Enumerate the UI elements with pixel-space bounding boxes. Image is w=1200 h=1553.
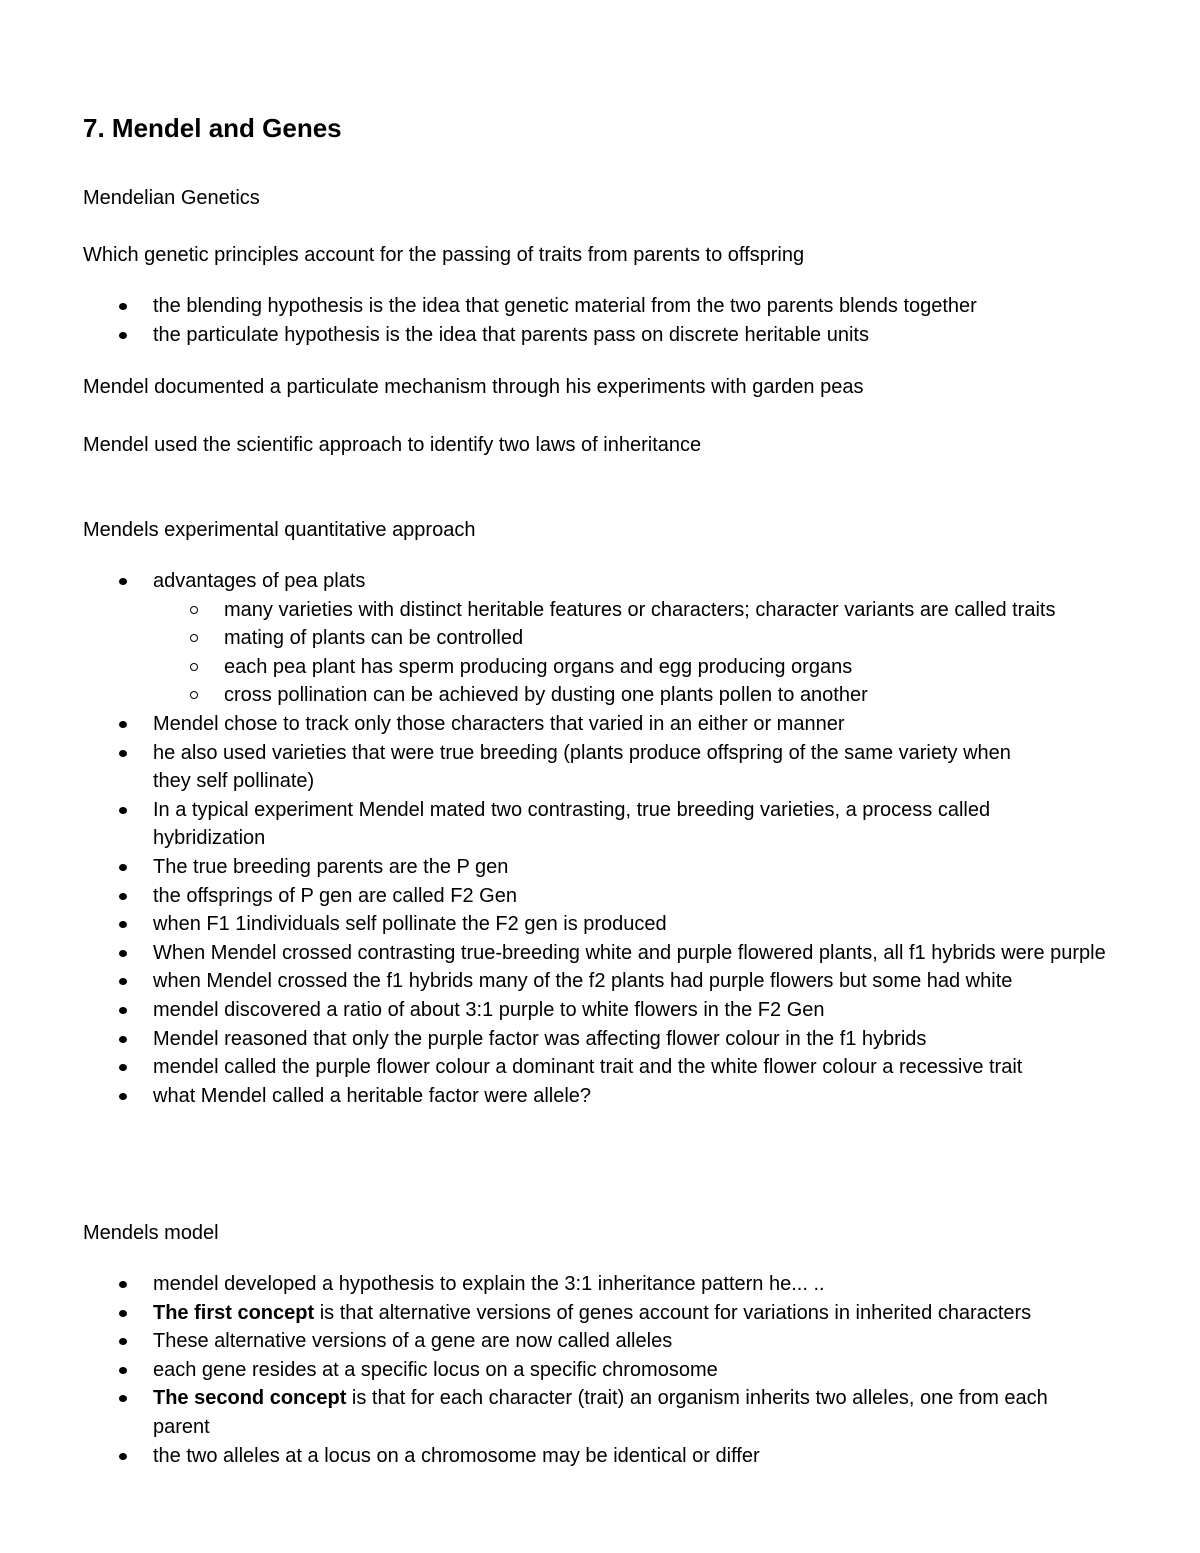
list-item: when Mendel crossed the f1 hybrids many of the f2 plants had purple flowers but some had white (83, 967, 1123, 996)
hollow-bullet-icon (190, 663, 198, 671)
paragraph-particulate-mechanism: Mendel documented a particulate mechanism through his experiments with garden peas (83, 376, 864, 398)
question-text: Which genetic principles account for the passing of traits from parents to offspring (83, 244, 805, 266)
bullet-icon (119, 921, 127, 928)
hollow-bullet-icon (190, 634, 198, 642)
bullet-icon (119, 721, 127, 728)
bullet-icon (119, 1281, 127, 1288)
bullet-icon (119, 1036, 127, 1043)
list-item: each gene resides at a specific locus on a specific chromosome (83, 1356, 1123, 1385)
first-concept-label: The first concept (153, 1301, 315, 1324)
mendels-model-list (83, 1270, 1123, 1470)
bullet-icon (119, 750, 127, 757)
section-heading-mendels-model: Mendels model (83, 1222, 219, 1244)
bullet-icon (119, 950, 127, 957)
list-item: In a typical experiment Mendel mated two contrasting, true breeding varieties, a process called hybridization (83, 796, 1053, 853)
sub-list-item: many varieties with distinct heritable features or characters; character variants are called traits (83, 596, 1084, 625)
list-item: mendel called the purple flower colour a dominant trait and the white flower colour a recessive trait (83, 1053, 1123, 1082)
bullet-icon (119, 303, 127, 310)
second-concept-label: The second concept (153, 1387, 347, 1410)
list-item: When Mendel crossed contrasting true-breeding white and purple flowered plants, all f1 hybrids were purple (83, 939, 1123, 968)
bullet-icon (119, 332, 127, 339)
list-item: the blending hypothesis is the idea that genetic material from the two parents blends together (83, 292, 1123, 321)
section-heading-experimental-approach: Mendels experimental quantitative approach (83, 519, 476, 541)
bullet-icon (119, 1338, 127, 1345)
bullet-icon (119, 1093, 127, 1100)
bullet-icon (119, 1310, 127, 1317)
sub-list-item: each pea plant has sperm producing organs and egg producing organs (83, 653, 1084, 682)
bullet-icon (119, 1395, 127, 1402)
hollow-bullet-icon (190, 691, 198, 699)
sub-list-item: cross pollination can be achieved by dusting one plants pollen to another (83, 681, 1084, 710)
list-item: Mendel reasoned that only the purple factor was affecting flower colour in the f1 hybrids (83, 1025, 1123, 1054)
list-item: These alternative versions of a gene are now called alleles (83, 1327, 1123, 1356)
paragraph-scientific-approach: Mendel used the scientific approach to identify two laws of inheritance (83, 434, 702, 456)
bullet-icon (119, 978, 127, 985)
list-item: the particulate hypothesis is the idea that parents pass on discrete heritable units (83, 321, 1123, 350)
hypothesis-list (83, 292, 1123, 349)
list-item: he also used varieties that were true breeding (plants produce offspring of the same variety when they self pollinate) (83, 739, 1053, 796)
list-item: The true breeding parents are the P gen (83, 853, 1053, 882)
list-item: when F1 1individuals self pollinate the F2 gen is produced (83, 910, 1053, 939)
bullet-icon (119, 893, 127, 900)
list-item: the two alleles at a locus on a chromosome may be identical or differ (83, 1442, 1123, 1471)
list-item: what Mendel called a heritable factor were allele? (83, 1082, 1123, 1111)
list-item: The first concept is that alternative versions of genes account for variations in inherited characters (83, 1299, 1123, 1328)
list-item: mendel developed a hypothesis to explain the 3:1 inheritance pattern he... .. (83, 1270, 1123, 1299)
bullet-icon (119, 864, 127, 871)
list-item: advantages of pea plats (83, 567, 1053, 596)
list-item: the offsprings of P gen are called F2 Gen (83, 882, 1053, 911)
bullet-icon (119, 807, 127, 814)
experimental-approach-list (83, 567, 1123, 1110)
list-item: The second concept is that for each character (trait) an organism inherits two alleles, one from each parent (83, 1384, 1053, 1441)
bullet-icon (119, 1007, 127, 1014)
bullet-icon (119, 1453, 127, 1460)
sub-list-item: mating of plants can be controlled (83, 624, 1084, 653)
page-title: 7. Mendel and Genes (83, 113, 342, 143)
bullet-icon (119, 578, 127, 585)
section-heading-mendelian-genetics: Mendelian Genetics (83, 187, 260, 209)
bullet-icon (119, 1367, 127, 1374)
hollow-bullet-icon (190, 606, 198, 614)
list-item: Mendel chose to track only those characters that varied in an either or manner (83, 710, 1053, 739)
bullet-icon (119, 1064, 127, 1071)
list-item: mendel discovered a ratio of about 3:1 purple to white flowers in the F2 Gen (83, 996, 1123, 1025)
